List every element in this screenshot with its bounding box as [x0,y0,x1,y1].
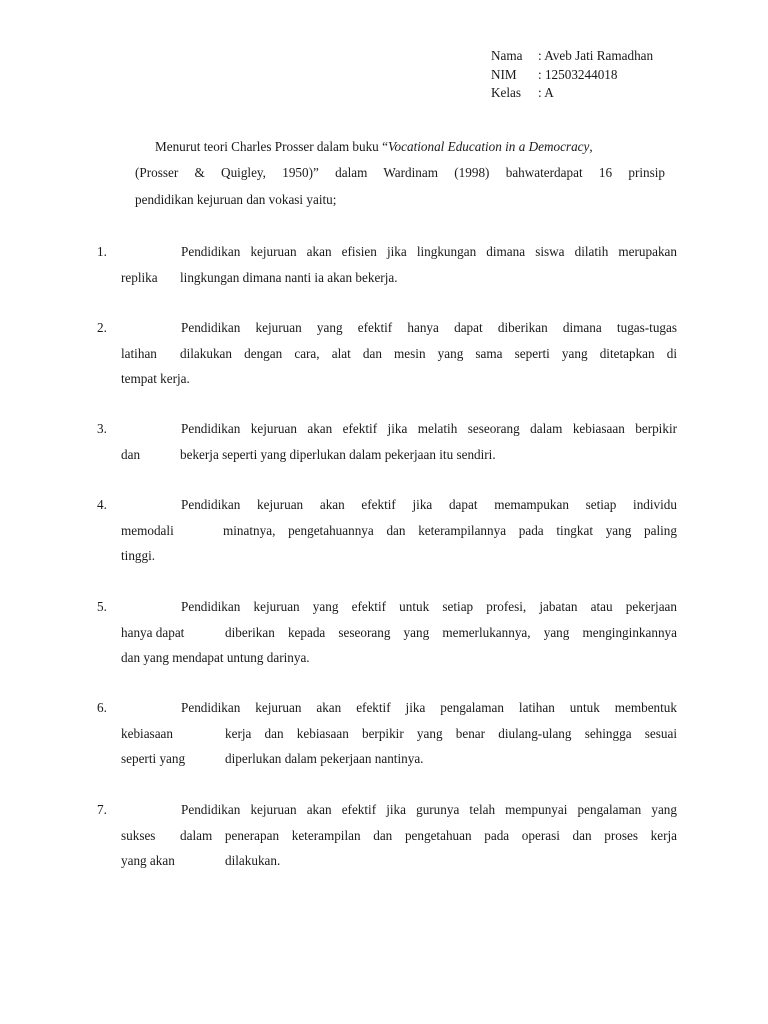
item-lead-word: yang akan [121,853,175,868]
item-line-3: dan yang mendapat untung darinya. [121,650,310,665]
item-line-1: Pendidikan kejuruan yang efektif hanya dapat diberikan dimana tugas-tugas [181,320,677,335]
item-line-2 [121,625,677,645]
item-line-1: Pendidikan kejuruan akan efisien jika lingkungan dimana siswa dilatih merupakan [181,244,677,259]
list-number: 5. [97,599,107,614]
list-number: 4. [97,497,107,512]
identity-label: Nama [491,48,523,63]
item-line-1: Pendidikan kejuruan akan efektif jika melatih seseorang dalam kebiasaan berpikir [181,421,677,436]
item-lead-word: memodali [121,522,174,538]
identity-value: : A [538,85,554,100]
list-number: 6. [97,700,107,715]
item-line-1: Pendidikan kejuruan yang efektif untuk setiap profesi, jabatan atau pekerjaan [181,599,677,614]
item-text: diperlukan dalam pekerjaan nantinya. [225,751,424,766]
item-line-1: Pendidikan kejuruan akan efektif jika dapat memampukan setiap individu [181,497,677,512]
item-lead-word: dan [121,446,141,462]
item-line-2 [121,828,677,848]
list-number: 7. [97,802,107,817]
intro-line-1 [155,139,593,159]
item-line-1: Pendidikan kejuruan akan efektif jika pengalaman latihan untuk membentuk [181,700,677,715]
identity-row-nim [491,66,653,85]
item-line-2 [121,270,677,290]
item-text: dalam penerapan keterampilan dan pengetahuan pada operasi dan proses kerja [180,827,677,843]
item-line-3: tinggi. [121,548,156,563]
item-line-3 [121,853,677,873]
item-lead-word: seperti yang [121,751,186,766]
item-lead-word: sukses [121,827,156,843]
identity-row-name [491,47,653,66]
item-text: lingkungan dimana nanti ia akan bekerja. [180,269,398,285]
item-line-1: Pendidikan kejuruan akan efektif jika gurunya telah mempunyai pengalaman yang [181,802,677,817]
item-text: diberikan kepada seseorang yang memerlukannya, yang menginginkannya [225,624,677,640]
item-lead-word: replika [121,269,158,285]
list-number: 3. [97,421,107,436]
item-line-2 [121,726,677,746]
intro-text: Menurut teori Charles Prosser dalam buku “ [155,139,388,154]
item-line-2 [121,346,677,366]
item-lead-word: latihan [121,345,157,361]
item-text: dilakukan dengan cara, alat dan mesin yang sama seperti yang ditetapkan di [180,345,677,361]
item-text: minatnya, pengetahuannya dan keterampilannya pada tingkat yang paling [223,522,677,538]
identity-value: : 12503244018 [538,66,618,82]
identity-label: Kelas [491,85,522,100]
intro-line-3: pendidikan kejuruan dan vokasi yaitu; [135,192,337,207]
intro-line-2: (Prosser & Quigley, 1950)” dalam Wardinam (1998) bahwaterdapat 16 prinsip [135,165,665,180]
item-text: dilakukan. [225,853,281,868]
identity-row-class [491,84,653,103]
item-lead-word: hanya dapat [121,624,185,640]
identity-label: NIM [491,66,517,82]
book-title: Vocational Education in a Democracy [387,139,590,154]
item-text: kerja dan kebiasaan berpikir yang benar diulang-ulang sehingga sesuai [225,725,677,741]
intro-text: , [589,139,593,154]
item-line-2 [121,447,677,467]
item-line-2 [121,523,677,543]
item-text: bekerja seperti yang diperlukan dalam pekerjaan itu sendiri. [180,446,496,462]
list-number: 1. [97,244,107,259]
list-number: 2. [97,320,107,335]
identity-block [491,47,653,103]
item-line-3 [121,751,677,771]
item-line-3: tempat kerja. [121,371,190,386]
identity-value: : Aveb Jati Ramadhan [538,48,654,63]
item-lead-word: kebiasaan [121,725,173,741]
